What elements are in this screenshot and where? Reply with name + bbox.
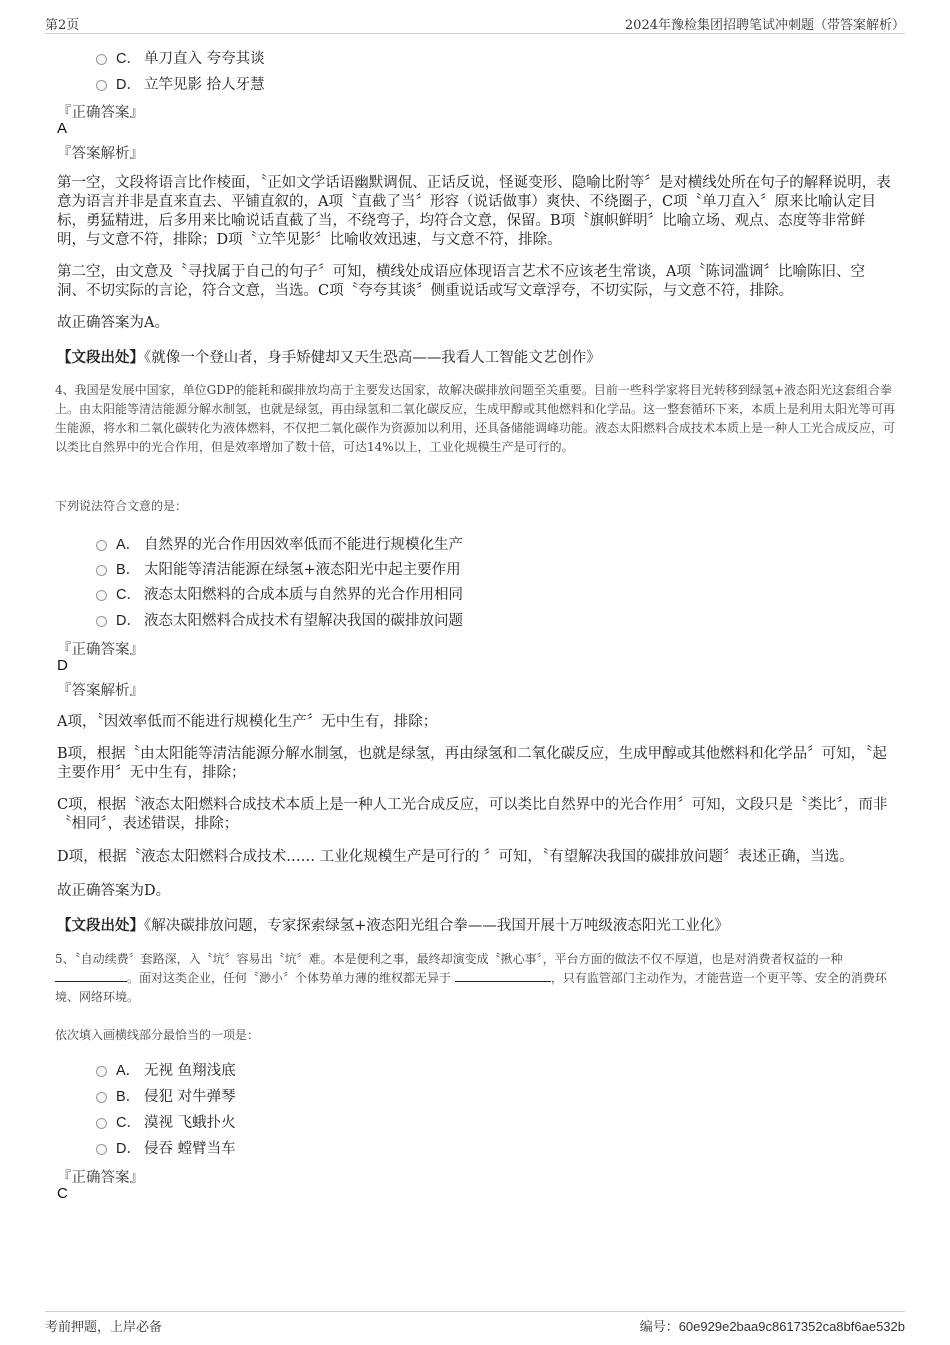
q3-answer-label: 『正确答案』: [57, 105, 144, 121]
option-text: 液态太阳燃料合成技术有望解决我国的碳排放问题: [144, 612, 463, 629]
source-tag: 【文段出处】: [57, 917, 144, 934]
q4-option-d[interactable]: D． 液态太阳燃料合成技术有望解决我国的碳排放问题: [96, 608, 463, 630]
radio-icon[interactable]: [96, 54, 107, 65]
option-text: 侵犯 对牛弹琴: [144, 1088, 236, 1105]
option-text: 太阳能等清洁能源在绿氢+液态阳光中起主要作用: [144, 561, 461, 578]
q4-prompt: 下列说法符合文意的是：: [55, 499, 188, 513]
source-text: 《解决碳排放问题，专家探索绿氢+液态阳光组合拳——我国开展十万吨级液态阳光工业化》: [144, 918, 729, 934]
q3-source: [57, 348, 893, 368]
option-text: 液态太阳燃料的合成本质与自然界的光合作用相同: [144, 586, 463, 603]
radio-icon[interactable]: [96, 590, 107, 601]
q4-analysis-d: D项，根据〝液态太阳燃料合成技术…… 工业化规模生产是可行的 〞可知，〝有望解决我国的碳排放问题〞表述正确，当选。: [57, 849, 854, 865]
document-code: 编号：60e929e2baa9c8617352ca8bf6ae532b: [639, 1319, 905, 1334]
q4-analysis-conclusion: 故正确答案为D。: [57, 883, 171, 899]
q3-answer: A: [57, 120, 68, 137]
blank-2: [455, 970, 551, 982]
page-number: 第2页: [45, 18, 80, 33]
radio-icon[interactable]: [96, 565, 107, 576]
q3-analysis-label: 『答案解析』: [57, 146, 144, 162]
q4-option-b[interactable]: B． 太阳能等清洁能源在绿氢+液态阳光中起主要作用: [96, 557, 461, 579]
q5-answer-label: 『正确答案』: [57, 1170, 144, 1186]
q3-analysis-paragraph-2: 第二空，由文意及〝寻找属于自己的句子〞可知，横线处成语应体现语言艺术不应该老生常谈，A项〝陈词滥调〞比喻陈旧、空洞、不切实际的言论，符合文意，当选。C项〝夸夸其谈〞侧重说话或写文章浮夸，不切实际，与文意不符，排除。: [57, 264, 865, 299]
source-tag: 【文段出处】: [57, 349, 144, 366]
q3-analysis-conclusion: 故正确答案为A。: [57, 315, 169, 331]
q5-option-b[interactable]: B． 侵犯 对牛弹琴: [96, 1084, 236, 1106]
radio-icon[interactable]: [96, 80, 107, 91]
q4-source: [57, 916, 893, 936]
q3-option-c[interactable]: C． 单刀直入 夸夸其谈: [96, 46, 265, 68]
radio-icon[interactable]: [96, 1066, 107, 1077]
q4-analysis-b: B项，根据〝由太阳能等清洁能源分解水制氢，也就是绿氢，再由绿氢和二氧化碳反应，生成甲醇或其他燃料和化学品〞可知，〝起主要作用〞无中生有，排除；: [57, 746, 887, 781]
q4-option-a[interactable]: A． 自然界的光合作用因效率低而不能进行规模化生产: [96, 532, 463, 554]
option-text: 自然界的光合作用因效率低而不能进行规模化生产: [144, 536, 463, 553]
page-header: [45, 14, 905, 34]
q5-answer: C: [57, 1185, 68, 1202]
option-text: 立竿见影 拾人牙慧: [144, 76, 265, 93]
q4-answer: D: [57, 657, 68, 674]
source-text: 《就像一个登山者，身手矫健却又天生恐高——我看人工智能文艺创作》: [144, 350, 601, 366]
q5-option-a[interactable]: A． 无视 鱼翔浅底: [96, 1058, 236, 1080]
blank-1: [55, 970, 127, 982]
document-title: 2024年豫检集团招聘笔试冲刺题（带答案解析）: [624, 18, 905, 33]
q5-stem: 5、〝自动续费〞套路深，入〝坑〞容易出〝坑〞难。本是便利之事，最终却演变成〝揪心事〞，平台方面的做法不仅不厚道，也是对消费者权益的一种。面对这类企业，任何〝渺小〞个体势单力薄的维权都无异于 ，只有监管部门主动作为，才能营造一个更平等、安全的消费环境、网络环境。: [55, 952, 887, 1004]
option-text: 无视 鱼翔浅底: [144, 1062, 236, 1079]
q5-option-c[interactable]: C． 漠视 飞蛾扑火: [96, 1110, 236, 1132]
option-text: 漠视 飞蛾扑火: [144, 1114, 236, 1131]
q5-option-d[interactable]: D． 侵吞 螳臂当车: [96, 1136, 236, 1158]
option-text: 侵吞 螳臂当车: [144, 1140, 236, 1157]
q4-analysis-c: C项，根据〝液态太阳燃料合成技术本质上是一种人工光合成反应，可以类比自然界中的光合作用〞可知，文段只是〝类比〞，而非〝相同〞，表述错误，排除；: [57, 797, 888, 832]
q4-analysis-label: 『答案解析』: [57, 683, 144, 699]
radio-icon[interactable]: [96, 1144, 107, 1155]
q3-option-d[interactable]: D． 立竿见影 拾人牙慧: [96, 72, 265, 94]
q4-stem: 4、我国是发展中国家，单位GDP的能耗和碳排放均高于主要发达国家，故解决碳排放问题至关重要。目前一些科学家将目光转移到绿氢+液态阳光这套组合拳上。由太阳能等清洁能源分解水制氢，也就是绿氢，再由绿氢和二氧化碳反应，生成甲醇或其他燃料和化学品。这一整套循环下来，本质上是利用太阳光等可再生能源，将水和二氧化碳转化为液体燃料，不仅把二氧化碳作为资源加以利用，还具备储能调峰功能。液态太阳燃料合成技术本质上是一种人工光合成反应，可以类比自然界中的光合作用，但是效率增加了数十倍，可达14%以上，工业化规模生产是可行的。: [55, 383, 896, 454]
q5-prompt: 依次填入画横线部分最恰当的一项是：: [55, 1028, 260, 1042]
radio-icon[interactable]: [96, 616, 107, 627]
option-text: 单刀直入 夸夸其谈: [144, 50, 265, 67]
page-footer: [45, 1311, 905, 1335]
radio-icon[interactable]: [96, 540, 107, 551]
q4-analysis-a: A项，〝因效率低而不能进行规模化生产〞无中生有，排除；: [57, 714, 438, 730]
q3-analysis-paragraph-1: 第一空，文段将语言比作棱面，〝正如文学话语幽默调侃、正话反说，怪诞变形、隐喻比附等〞是对横线处所在句子的解释说明，表意为语言并非是直来直去、平铺直叙的，A项〝直截了当〞形容（说话做事）爽快、不绕圈子，C项〝单刀直入〞原来比喻认定目标，勇猛精进，后多用来比喻说话直截了当，不绕弯子，均符合文意，保留。B项〝旗帜鲜明〞比喻立场、观点、态度等非常鲜明，与文意不符，排除；D项〝立竿见影〞比喻收效迅速，与文意不符，排除。: [57, 175, 891, 248]
radio-icon[interactable]: [96, 1092, 107, 1103]
radio-icon[interactable]: [96, 1118, 107, 1129]
footer-slogan: 考前押题，上岸必备: [45, 1320, 163, 1335]
q4-answer-label: 『正确答案』: [57, 642, 144, 658]
q4-option-c[interactable]: C． 液态太阳燃料的合成本质与自然界的光合作用相同: [96, 582, 463, 604]
